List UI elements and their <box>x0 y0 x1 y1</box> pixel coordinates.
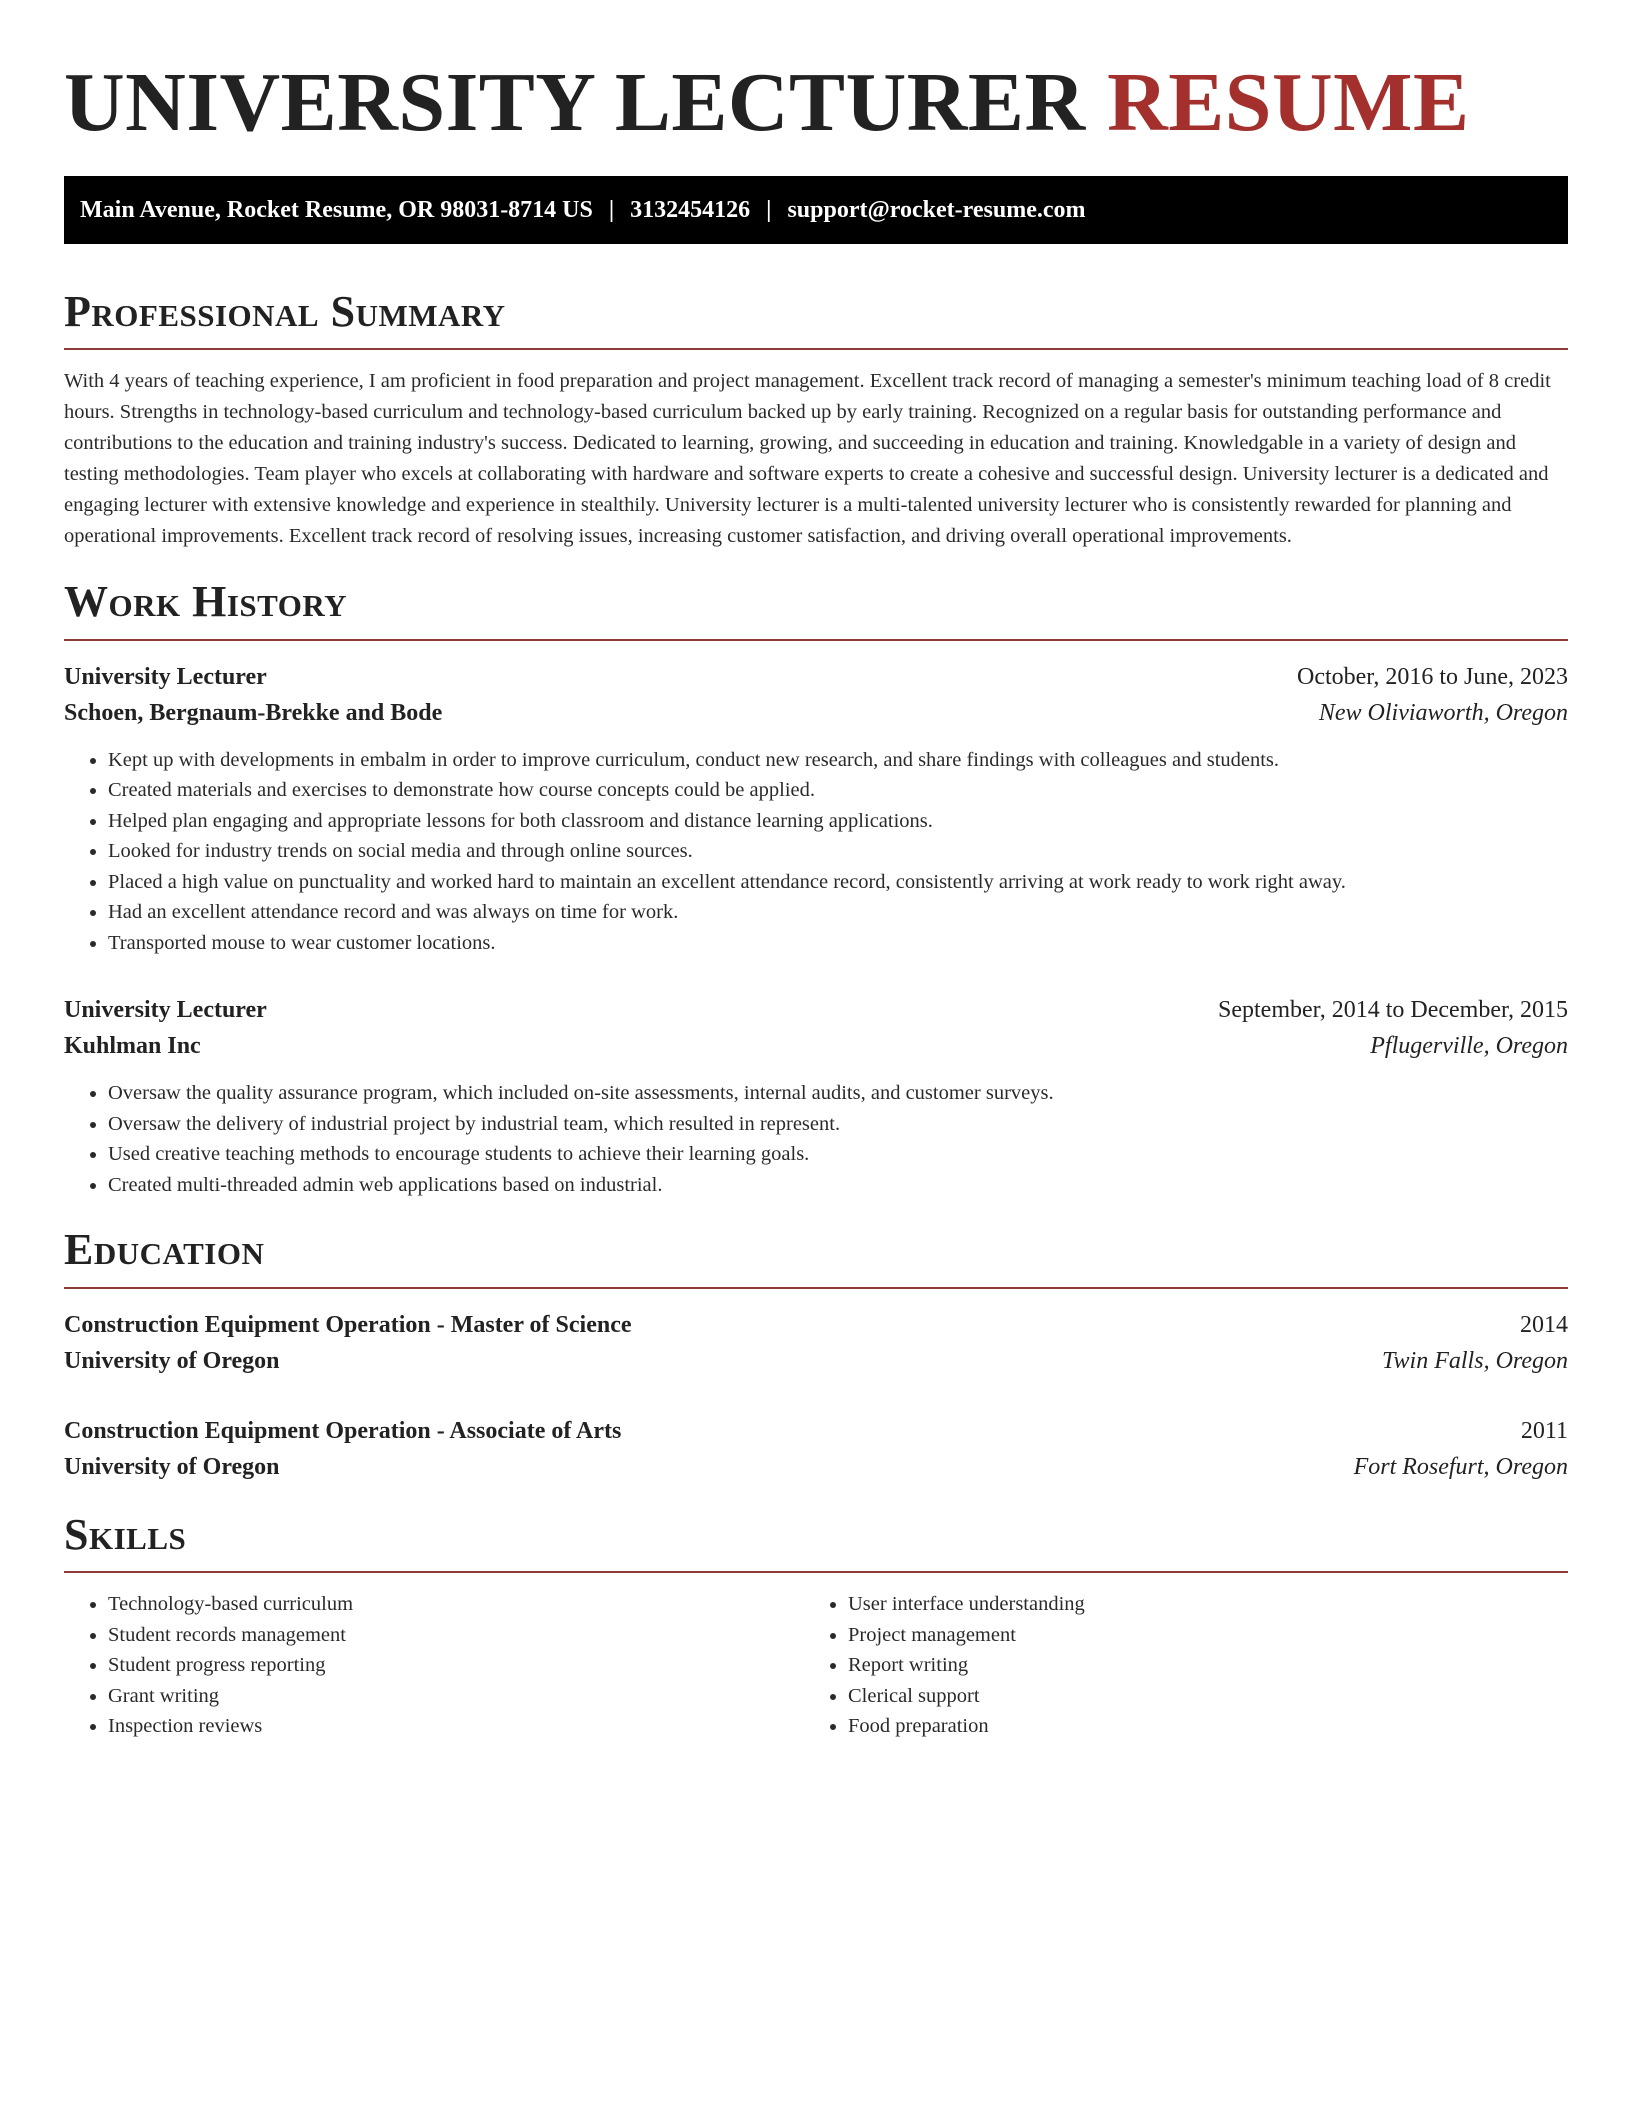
contact-separator: | <box>766 196 772 223</box>
education-school: University of Oregon <box>64 1347 280 1374</box>
resume-title <box>64 56 1568 150</box>
job-company-row <box>64 695 1568 731</box>
list-item: • Created materials and exercises to demonstrate how course concepts could be applied. <box>108 775 1568 806</box>
education-location: Twin Falls, Oregon <box>1381 1347 1568 1374</box>
education-degree: Construction Equipment Operation - Associate of Arts <box>64 1417 622 1444</box>
job-dates: September, 2014 to December, 2015 <box>1218 997 1568 1024</box>
education-school-row <box>64 1449 1568 1485</box>
education-section <box>64 1226 1568 1484</box>
list-item: • Helped plan engaging and appropriate lessons for both classroom and distance learning applications. <box>108 806 1568 837</box>
education-year: 2011 <box>1520 1417 1568 1444</box>
skills-section <box>64 1511 1568 1742</box>
job-header-row <box>64 659 1568 695</box>
skills-grid <box>64 1589 1568 1742</box>
education-location: Fort Rosefurt, Oregon <box>1353 1453 1568 1480</box>
job-location: Pflugerville, Oregon <box>1370 1033 1568 1060</box>
education-degree: Construction Equipment Operation - Master of Science <box>64 1311 632 1338</box>
list-item: • Used creative teaching methods to encourage students to achieve their learning goals. <box>108 1139 1568 1170</box>
job-company: Schoen, Bergnaum-Brekke and Bode <box>64 699 443 726</box>
skill-item: • Inspection reviews <box>108 1711 804 1742</box>
job-entry <box>64 992 1568 1200</box>
skills-list-left <box>64 1589 804 1742</box>
skill-item: • Report writing <box>848 1650 1544 1681</box>
list-item: • Looked for industry trends on social media and through online sources. <box>108 836 1568 867</box>
job-duties-list <box>64 1078 1568 1200</box>
contact-address: Main Avenue, Rocket Resume, OR 98031-8714 US <box>80 196 593 223</box>
skills-list-right <box>804 1589 1544 1742</box>
education-year: 2014 <box>1520 1311 1568 1338</box>
education-entry <box>64 1307 1568 1379</box>
list-item: • Oversaw the quality assurance program, which included on-site assessments, internal audits, and customer surveys. <box>108 1078 1568 1109</box>
job-title: University Lecturer <box>64 663 267 690</box>
summary-text: With 4 years of teaching experience, I am proficient in food preparation and project management. Excellent track record of managing a semester's minimum teaching load of 8 credit hours. Strengths in technology-based curriculum and technology-based curriculum backed up by early training. Recognized on a regular basis for outstanding performance and contributions to the education and training industry's success. Dedicated to learning, growing, and succeeding in education and training. Knowledgable in a variety of design and testing methodologies. Team player who excels at collaborating with hardware and software experts to create a cohesive and successful design. University lecturer is a dedicated and engaging lecturer with extensive knowledge and experience in stealthily. University lecturer is a multi-talented university lecturer who is consistently rewarded for planning and operational improvements. Excellent track record of resolving issues, increasing customer satisfaction, and driving overall operational improvements. <box>64 370 1551 548</box>
skill-item: • Student progress reporting <box>108 1650 804 1681</box>
job-duties-list <box>64 745 1568 959</box>
contact-email[interactable]: support@rocket-resume.com <box>787 196 1086 223</box>
list-item: • Kept up with developments in embalm in order to improve curriculum, conduct new research, and share findings with colleagues and students. <box>108 745 1568 776</box>
education-heading: Education <box>64 1226 1568 1288</box>
list-item: • Created multi-threaded admin web applications based on industrial. <box>108 1170 1568 1201</box>
summary-section <box>64 288 1568 552</box>
skill-item: • Technology-based curriculum <box>108 1589 804 1620</box>
job-company: Kuhlman Inc <box>64 1033 201 1060</box>
job-location: New Oliviaworth, Oregon <box>1318 699 1568 726</box>
education-school: University of Oregon <box>64 1453 280 1480</box>
job-company-row <box>64 1028 1568 1064</box>
job-header-row <box>64 992 1568 1028</box>
contact-phone: 3132454126 <box>630 196 751 223</box>
skill-item: • Clerical support <box>848 1681 1544 1712</box>
contact-bar <box>64 176 1568 244</box>
skills-heading: Skills <box>64 1511 1568 1573</box>
skill-item: • User interface understanding <box>848 1589 1544 1620</box>
education-school-row <box>64 1343 1568 1379</box>
list-item: • Had an excellent attendance record and was always on time for work. <box>108 897 1568 928</box>
list-item: • Placed a high value on punctuality and worked hard to maintain an excellent attendance record, consistently arriving at work ready to work right away. <box>108 867 1568 898</box>
skill-item: • Food preparation <box>848 1711 1544 1742</box>
summary-heading: Professional Summary <box>64 288 1568 350</box>
job-dates: October, 2016 to June, 2023 <box>1297 663 1568 690</box>
list-item: • Oversaw the delivery of industrial project by industrial team, which resulted in represent. <box>108 1109 1568 1140</box>
list-item: • Transported mouse to wear customer locations. <box>108 928 1568 959</box>
work-history-heading: Work History <box>64 578 1568 640</box>
job-entry <box>64 659 1568 959</box>
title-main: UNIVERSITY LECTURER <box>64 56 1086 149</box>
education-degree-row <box>64 1413 1568 1449</box>
education-degree-row <box>64 1307 1568 1343</box>
skill-item: • Project management <box>848 1620 1544 1651</box>
job-title: University Lecturer <box>64 997 267 1024</box>
contact-separator: | <box>608 196 615 223</box>
skill-item: • Student records management <box>108 1620 804 1651</box>
title-accent: RESUME <box>1107 56 1470 149</box>
work-history-section <box>64 578 1568 1200</box>
skill-item: • Grant writing <box>108 1681 804 1712</box>
education-entry <box>64 1413 1568 1485</box>
